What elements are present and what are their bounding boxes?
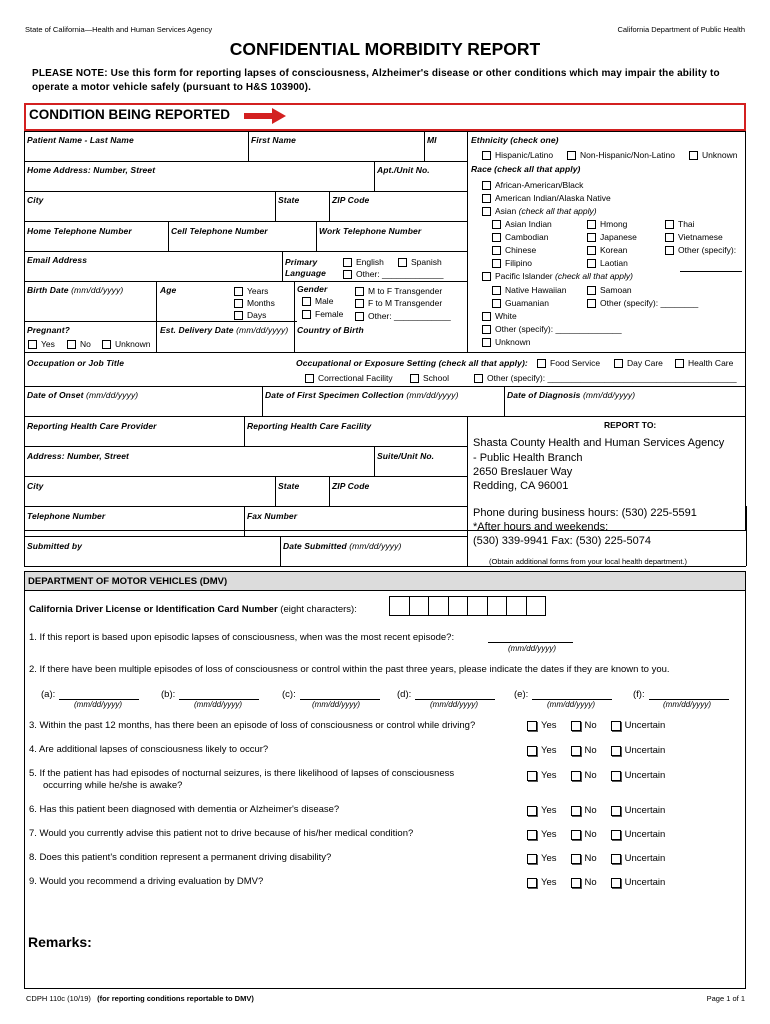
country-birth-field[interactable]: Country of Birth <box>297 325 364 335</box>
samoan-checkbox[interactable]: Samoan <box>587 285 632 295</box>
gender-female-checkbox[interactable]: Female <box>302 309 343 319</box>
condition-heading: CONDITION BEING REPORTED <box>29 107 231 122</box>
report-to-line3: 2650 Breslauer Way <box>473 466 573 478</box>
race-african-checkbox[interactable]: African-American/Black <box>482 180 583 190</box>
q8-no-checkbox[interactable]: No <box>571 853 597 864</box>
q1-text: 1. If this report is based upon episodic lapses of consciousness, when was the most recent episode?: <box>29 632 455 643</box>
age-years-checkbox[interactable]: Years <box>234 286 268 296</box>
q4-no-checkbox[interactable]: No <box>571 745 597 756</box>
q9-text: 9. Would you recommend a driving evaluation by DMV? <box>29 876 264 887</box>
ethnicity-label: Ethnicity (check one) <box>471 135 559 145</box>
pregnant-unknown-checkbox[interactable]: Unknown <box>102 339 150 349</box>
pi-other-checkbox[interactable]: Other (specify): ________ <box>587 298 698 308</box>
q6-text: 6. Has this patient been diagnosed with dementia or Alzheimer's disease? <box>29 804 340 815</box>
provider-fax-field[interactable]: Fax Number <box>247 511 298 521</box>
q9-options[interactable] <box>527 877 679 888</box>
date-e-input[interactable]: (e): <box>514 689 612 700</box>
q4-text: 4. Are additional lapses of consciousness likely to occur? <box>29 744 269 755</box>
race-label: Race (check all that apply) <box>471 164 581 174</box>
q6-uncertain-checkbox[interactable]: Uncertain <box>611 805 666 816</box>
date-f-input[interactable]: (f): <box>633 689 729 700</box>
guamanian-checkbox[interactable]: Guamanian <box>492 298 549 308</box>
q3-yes-checkbox[interactable]: Yes <box>527 720 557 731</box>
provider-zip-field[interactable]: ZIP Code <box>332 481 370 491</box>
zip-field[interactable]: ZIP Code <box>332 195 370 205</box>
age-days-checkbox[interactable]: Days <box>234 310 266 320</box>
q1-date-format: (mm/dd/yyyy) <box>508 644 556 653</box>
pregnant-label: Pregnant? <box>27 325 70 335</box>
date-specimen-field[interactable]: Date of First Specimen Collection (mm/dd/yyyy) <box>265 390 459 400</box>
date-a-input[interactable]: (a): <box>41 689 139 700</box>
report-to-line7: (530) 339-9941 Fax: (530) 225-5074 <box>473 535 651 547</box>
form-id: CDPH 110c (10/19) (for reporting conditions reportable to DMV) <box>26 994 254 1003</box>
reporting-facility-field[interactable]: Reporting Health Care Facility <box>247 421 372 431</box>
race-unknown-checkbox[interactable]: Unknown <box>482 337 530 347</box>
occ-health-checkbox[interactable]: Health Care <box>675 358 733 368</box>
q9-yes-checkbox[interactable]: Yes <box>527 877 557 888</box>
license-input[interactable] <box>390 596 546 616</box>
occ-daycare-checkbox[interactable]: Day Care <box>614 358 663 368</box>
form-note: PLEASE NOTE: Use this form for reporting lapses of consciousness, Alzheimer's disease or other conditions which may impair the ability to operate a motor vehicle safely (pursuant to H&S 103900). <box>32 68 720 93</box>
pregnant-yes-checkbox[interactable]: Yes <box>28 339 55 349</box>
q8-options[interactable] <box>527 853 679 864</box>
q8-yes-checkbox[interactable]: Yes <box>527 853 557 864</box>
date-c-input[interactable]: (c): <box>282 689 380 700</box>
thai-checkbox[interactable]: Thai <box>665 219 695 229</box>
race-asian-checkbox[interactable]: Asian (check all that apply) <box>482 206 597 216</box>
dmv-heading: DEPARTMENT OF MOTOR VEHICLES (DMV) <box>28 576 228 587</box>
asian-other-checkbox[interactable]: Other (specify): <box>665 245 736 255</box>
q9-no-checkbox[interactable]: No <box>571 877 597 888</box>
lang-other-checkbox[interactable]: Other: _____________ <box>343 269 443 279</box>
q6-yes-checkbox[interactable]: Yes <box>527 805 557 816</box>
gender-other-checkbox[interactable]: Other: ____________ <box>355 311 451 321</box>
remarks-input[interactable] <box>110 930 740 984</box>
q1-date-input[interactable] <box>488 642 573 643</box>
age-months-checkbox[interactable]: Months <box>234 298 275 308</box>
q3-no-checkbox[interactable]: No <box>571 720 597 731</box>
agency-left: State of California—Health and Human Services Agency <box>25 25 213 34</box>
email-field[interactable]: Email Address <box>27 255 88 265</box>
occ-other-checkbox[interactable]: Other (specify): ________________________________________ <box>474 373 737 383</box>
date-b-input[interactable]: (b): <box>161 689 259 700</box>
q5-yes-checkbox[interactable]: Yes <box>527 770 557 781</box>
ethnicity-unknown-checkbox[interactable]: Unknown <box>689 150 737 160</box>
q7-no-checkbox[interactable]: No <box>571 829 597 840</box>
q6-no-checkbox[interactable]: No <box>571 805 597 816</box>
q8-text: 8. Does this patient's condition represent a permanent driving disability? <box>29 852 332 863</box>
q7-uncertain-checkbox[interactable]: Uncertain <box>611 829 666 840</box>
obtain-forms-note: (Obtain additional forms from your local health department.) <box>489 557 688 566</box>
provider-phone-field[interactable]: Telephone Number <box>27 511 106 521</box>
korean-checkbox[interactable]: Korean <box>587 245 627 255</box>
q8-uncertain-checkbox[interactable]: Uncertain <box>611 853 666 864</box>
agency-right: California Department of Public Health <box>617 25 745 34</box>
provider-address-field[interactable]: Address: Number, Street <box>27 451 129 461</box>
date-onset-field[interactable]: Date of Onset (mm/dd/yyyy) <box>27 390 139 400</box>
race-white-checkbox[interactable]: White <box>482 311 517 321</box>
lang-english-checkbox[interactable]: English <box>343 257 384 267</box>
age-field[interactable]: Age <box>160 285 177 295</box>
asian-indian-checkbox[interactable]: Asian Indian <box>492 219 552 229</box>
q5-text: 5. If the patient has had episodes of nocturnal seizures, is there likelihood of lapses of consciousness <box>29 768 455 779</box>
city-field[interactable]: City <box>27 195 44 205</box>
q4-uncertain-checkbox[interactable]: Uncertain <box>611 745 666 756</box>
license-label: California Driver License or Identification Card Number (eight characters): <box>29 604 357 615</box>
provider-suite-field[interactable]: Suite/Unit No. <box>377 451 435 461</box>
primary-language-label: Primary <box>285 257 318 267</box>
laotian-checkbox[interactable]: Laotian <box>587 258 628 268</box>
reporting-provider-field[interactable]: Reporting Health Care Provider <box>27 421 157 431</box>
q3-uncertain-checkbox[interactable]: Uncertain <box>611 720 666 731</box>
q6-options[interactable] <box>527 805 679 816</box>
mi-field[interactable]: MI <box>427 135 437 145</box>
q5-text-2: occurring while he/she is awake? <box>43 780 183 791</box>
report-to-line5: Phone during business hours: (530) 225-5591 <box>473 507 697 519</box>
last-name-field[interactable]: Patient Name - Last Name <box>27 135 134 145</box>
report-to-line4: Redding, CA 96001 <box>473 480 569 492</box>
date-diagnosis-field[interactable]: Date of Diagnosis (mm/dd/yyyy) <box>507 390 636 400</box>
occupation-field[interactable]: Occupation or Job Title <box>27 358 125 368</box>
report-to-line6: *After hours and weekends: <box>473 521 609 533</box>
form-title: CONFIDENTIAL MORBIDITY REPORT <box>229 39 541 59</box>
date-submitted-field[interactable]: Date Submitted (mm/dd/yyyy) <box>283 541 402 551</box>
chinese-checkbox[interactable]: Chinese <box>492 245 536 255</box>
primary-language-label-2: Language <box>285 268 326 278</box>
gender-mtf-checkbox[interactable]: M to F Transgender <box>355 286 442 296</box>
q5-uncertain-checkbox[interactable]: Uncertain <box>611 770 666 781</box>
cell-phone-field[interactable]: Cell Telephone Number <box>171 226 268 236</box>
pregnant-no-checkbox[interactable]: No <box>67 339 91 349</box>
race-pacific-checkbox[interactable]: Pacific Islander (check all that apply) <box>482 271 633 281</box>
remarks-label: Remarks: <box>28 934 92 950</box>
q7-text: 7. Would you currently advise this patient not to drive because of his/her medical condition? <box>29 828 414 839</box>
q5-options[interactable] <box>527 770 679 781</box>
native-hawaiian-checkbox[interactable]: Native Hawaiian <box>492 285 566 295</box>
cambodian-checkbox[interactable]: Cambodian <box>492 232 548 242</box>
home-phone-field[interactable]: Home Telephone Number <box>27 226 132 236</box>
hmong-checkbox[interactable]: Hmong <box>587 219 627 229</box>
q7-options[interactable] <box>527 829 679 840</box>
q7-yes-checkbox[interactable]: Yes <box>527 829 557 840</box>
apt-field[interactable]: Apt./Unit No. <box>377 165 430 175</box>
page-number: Page 1 of 1 <box>706 994 745 1003</box>
occ-setting-label: Occupational or Exposure Setting (check all that apply): <box>296 358 528 368</box>
ethnicity-nonhispanic-checkbox[interactable]: Non-Hispanic/Non-Latino <box>567 150 675 160</box>
birth-date-field[interactable]: Birth Date (mm/dd/yyyy) <box>27 285 124 295</box>
q5-no-checkbox[interactable]: No <box>571 770 597 781</box>
report-to-line2: - Public Health Branch <box>473 452 583 464</box>
q4-yes-checkbox[interactable]: Yes <box>527 745 557 756</box>
occ-school-checkbox[interactable]: School <box>410 373 449 383</box>
gender-ftm-checkbox[interactable]: F to M Transgender <box>355 298 442 308</box>
submitted-by-field[interactable]: Submitted by <box>27 541 83 551</box>
lang-spanish-checkbox[interactable]: Spanish <box>398 257 442 267</box>
q3-text: 3. Within the past 12 months, has there been an episode of loss of consciousness or control while driving? <box>29 720 476 731</box>
ethnicity-hispanic-checkbox[interactable]: Hispanic/Latino <box>482 150 553 160</box>
arrow-right-icon <box>244 108 286 124</box>
q4-options[interactable] <box>527 745 679 756</box>
q9-uncertain-checkbox[interactable]: Uncertain <box>611 877 666 888</box>
race-native-am-checkbox[interactable]: American Indian/Alaska Native <box>482 193 611 203</box>
occ-correctional-checkbox[interactable]: Correctional Facility <box>305 373 393 383</box>
gender-male-checkbox[interactable]: Male <box>302 296 333 306</box>
report-to-label: REPORT TO: <box>604 420 657 430</box>
state-field[interactable]: State <box>278 195 300 205</box>
vietnamese-checkbox[interactable]: Vietnamese <box>665 232 723 242</box>
japanese-checkbox[interactable]: Japanese <box>587 232 637 242</box>
filipino-checkbox[interactable]: Filipino <box>492 258 532 268</box>
est-delivery-field[interactable]: Est. Delivery Date (mm/dd/yyyy) <box>160 325 289 335</box>
q3-options[interactable] <box>527 720 679 731</box>
home-address-field[interactable]: Home Address: Number, Street <box>27 165 156 175</box>
occ-food-checkbox[interactable]: Food Service <box>537 358 600 368</box>
q2-text: 2. If there have been multiple episodes of loss of consciousness or control within the past three years, please indicate the dates if they are known to you. <box>29 664 670 675</box>
race-other-checkbox[interactable]: Other (specify): ______________ <box>482 324 622 334</box>
first-name-field[interactable]: First Name <box>251 135 296 145</box>
date-d-input[interactable]: (d): <box>397 689 495 700</box>
report-to-line1: Shasta County Health and Human Services Agency <box>473 437 725 449</box>
gender-label: Gender <box>297 284 328 294</box>
provider-state-field[interactable]: State <box>278 481 300 491</box>
work-phone-field[interactable]: Work Telephone Number <box>319 226 422 236</box>
provider-city-field[interactable]: City <box>27 481 44 491</box>
